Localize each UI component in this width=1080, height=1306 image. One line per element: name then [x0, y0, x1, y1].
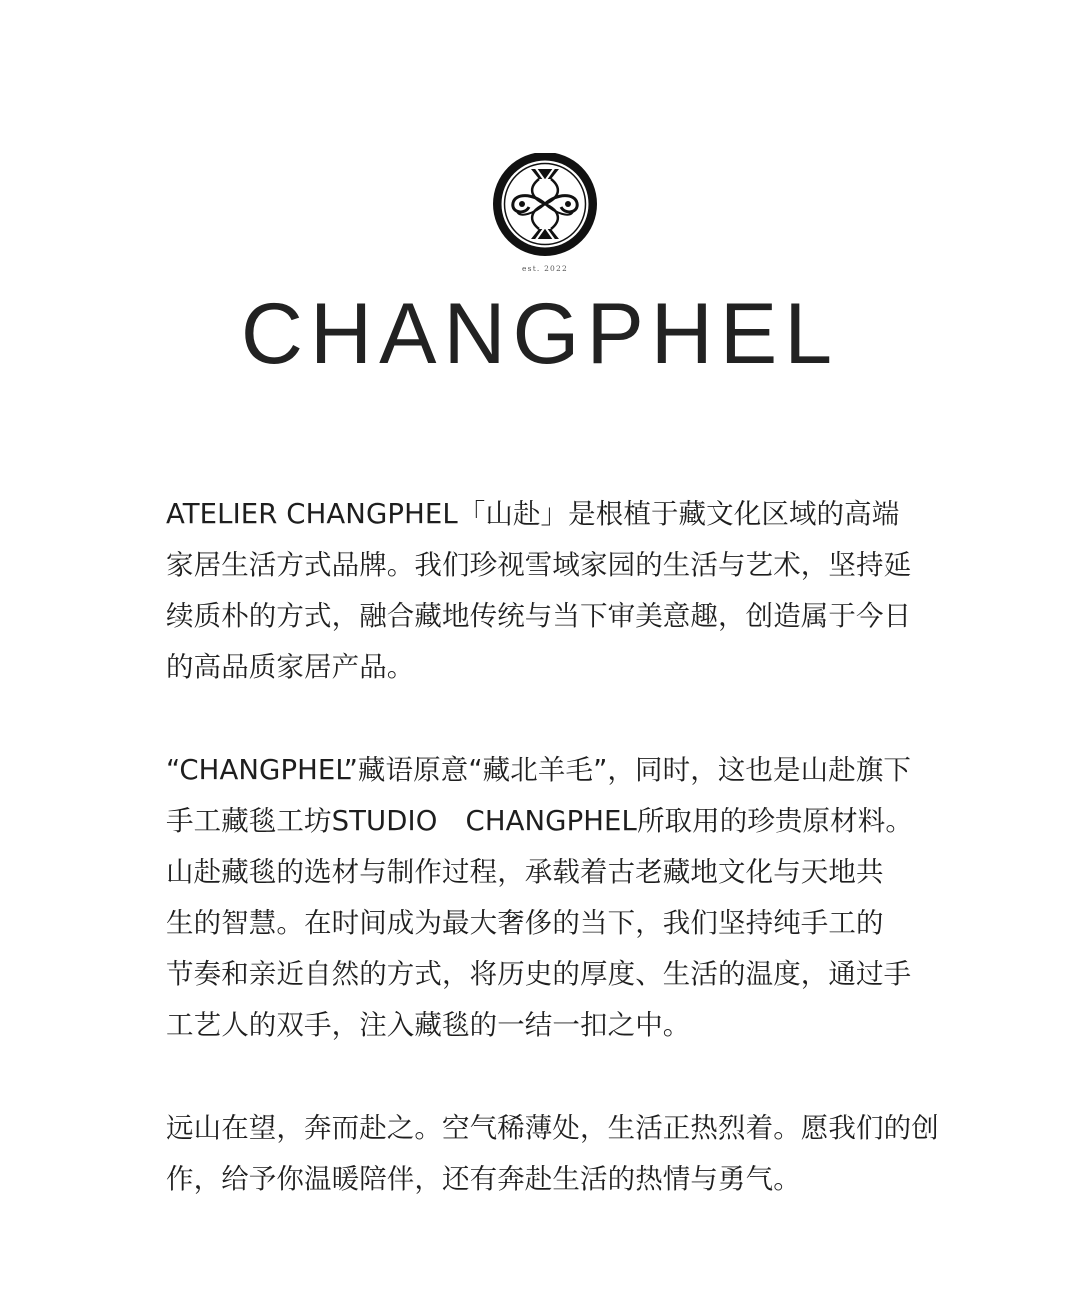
text-line: 工艺人的双手，注入藏毯的一结一扣之中。	[166, 1009, 691, 1041]
text-line: 家居生活方式品牌。我们珍视雪域家园的生活与艺术，坚持延	[166, 549, 912, 581]
text-line	[166, 796, 928, 847]
text-line: 节奏和亲近自然的方式，将历史的厚度、生活的温度，通过手	[166, 958, 912, 990]
paragraph-intro	[166, 489, 928, 693]
text-line: 续质朴的方式，融合藏地传统与当下审美意趣，创造属于今日	[166, 600, 912, 632]
text-line: ATELIER CHANGPHEL「山赴」是根植于藏文化区域的高端	[166, 498, 900, 530]
brand-description	[166, 489, 939, 1257]
paragraph-name-origin	[166, 745, 928, 1051]
text-line-head: 手工藏毯工坊STUDIO	[166, 805, 438, 837]
logo-tagline: est. 2022	[522, 264, 568, 273]
text-line-tail: CHANGPHEL所取用的珍贵原材料。	[465, 805, 913, 837]
text-line: 作，给予你温暖陪伴，还有奔赴生活的热情与勇气。	[166, 1163, 801, 1195]
text-line: 山赴藏毯的选材与制作过程，承载着古老藏地文化与天地共	[166, 856, 884, 888]
brand-logo	[489, 153, 601, 275]
text-line: 远山在望，奔而赴之。空气稀薄处，生活正热烈着。愿我们的创	[166, 1112, 939, 1144]
paragraph-closing	[166, 1103, 939, 1205]
text-line: “CHANGPHEL”藏语原意“藏北羊毛”，同时，这也是山赴旗下	[166, 754, 912, 786]
text-line: 生的智慧。在时间成为最大奢侈的当下，我们坚持纯手工的	[166, 907, 884, 939]
brand-wordmark: CHANGPHEL	[240, 286, 840, 382]
yak-horn-emblem-icon	[493, 153, 597, 256]
text-line: 的高品质家居产品。	[166, 651, 415, 683]
